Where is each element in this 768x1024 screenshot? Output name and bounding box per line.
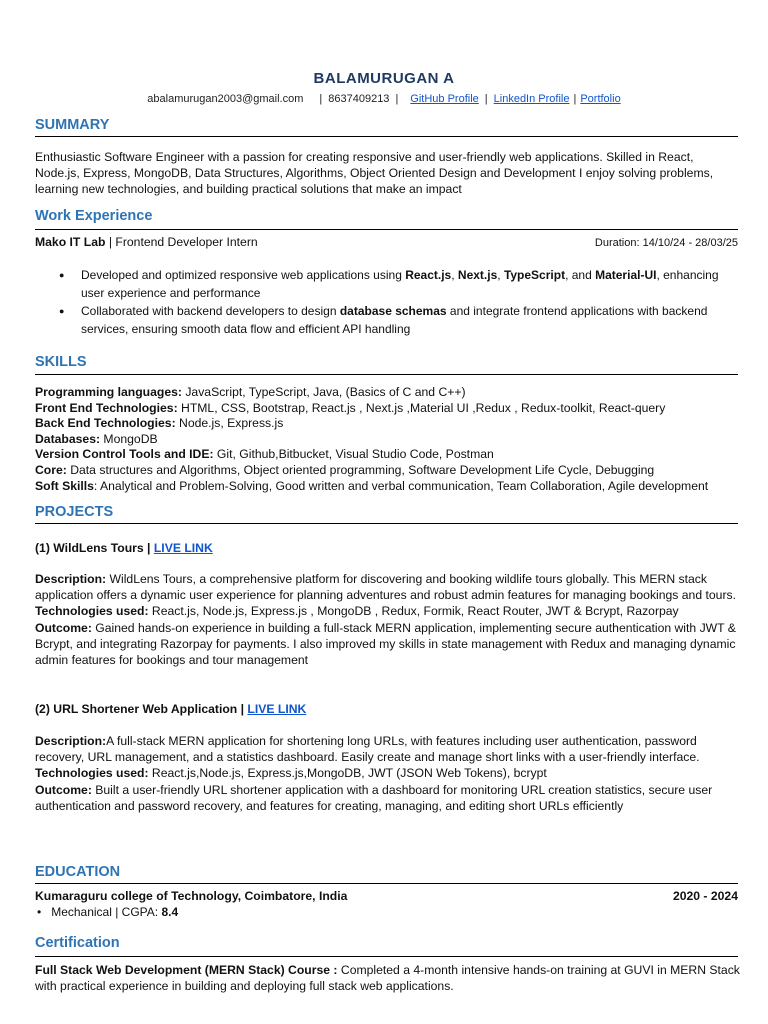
skill-label: Soft Skills bbox=[35, 478, 94, 493]
project-1-title bbox=[35, 541, 213, 555]
project-2-live-link[interactable]: LIVE LINK bbox=[247, 702, 307, 716]
project-2-title bbox=[35, 702, 306, 716]
summary-heading: SUMMARY bbox=[35, 117, 110, 133]
work-duration: Duration: 14/10/24 - 28/03/25 bbox=[594, 237, 738, 249]
project-detail-value: WildLens Tours, a comprehensive platform for discovering and booking wildlife tours globally. This MERN stack application offers a dynamic user experience for planning adventures and robust admin features for managing bookings and tours. bbox=[35, 572, 736, 603]
skill-value: : Analytical and Problem-Solving, Good written and verbal communication, Team Collaboration, Agile development bbox=[93, 478, 709, 493]
project-detail-line bbox=[35, 571, 740, 603]
certification-description: Completed a 4-month intensive hands-on training at GUVI in MERN Stack with practical experience in building and deploying full stack web applications. bbox=[35, 963, 740, 994]
project-detail-label: Description: bbox=[35, 572, 107, 586]
project-detail-value: Gained hands-on experience in building a full-stack MERN application, implementing secure authentication with JWT & Bcrypt, and integrating Razorpay for payments. I also improved my skills in state management with Redux and managing dynamic admin features for bookings and tour management bbox=[35, 620, 736, 668]
skill-value: Data structures and Algorithms, Object oriented programming, Software Development Life Cycle, Debugging bbox=[66, 462, 655, 477]
skill-value: HTML, CSS, Bootstrap, React.js , Next.js ,Material UI ,Redux , Redux-toolkit, React-query bbox=[177, 400, 666, 415]
skill-row bbox=[35, 479, 740, 495]
work-entry-header bbox=[35, 235, 738, 249]
project-detail-label: Technologies used: bbox=[35, 604, 149, 619]
school-name: Kumaraguru college of Technology, Coimbatore, India bbox=[35, 889, 348, 903]
project-detail-label: Outcome: bbox=[35, 620, 92, 635]
phone-text: 8637409213 bbox=[328, 93, 390, 105]
skill-label: Core: bbox=[35, 462, 67, 477]
education-heading: EDUCATION bbox=[35, 864, 121, 880]
skill-value: MongoDB bbox=[100, 431, 158, 446]
skills-list bbox=[35, 385, 740, 494]
certification-divider bbox=[35, 956, 738, 957]
bullet-text: , enhancing user experience and performance bbox=[81, 268, 719, 300]
skill-label: Front End Technologies: bbox=[35, 400, 178, 415]
projects-divider bbox=[35, 523, 738, 524]
certification-text bbox=[35, 962, 740, 994]
project-detail-line bbox=[35, 620, 740, 669]
certification-label: Full Stack Web Development (MERN Stack) Course : bbox=[35, 963, 338, 977]
project-detail-value: React.js,Node.js, Express.js,MongoDB, JWT (JSON Web Tokens), bcrypt bbox=[148, 766, 547, 781]
work-bullet-item bbox=[35, 303, 740, 338]
bullet-keyword: database schemas bbox=[339, 304, 447, 318]
project-1-heading: (1) WildLens Tours | bbox=[35, 541, 154, 555]
skill-row bbox=[35, 447, 740, 463]
portfolio-link[interactable]: Portfolio bbox=[580, 93, 621, 105]
skill-label: Databases: bbox=[35, 431, 101, 446]
skills-heading: SKILLS bbox=[35, 354, 87, 370]
project-1-live-link[interactable]: LIVE LINK bbox=[153, 541, 213, 555]
candidate-name: BALAMURUGAN A bbox=[313, 70, 455, 87]
bullet-keyword: React.js bbox=[405, 268, 452, 282]
bullet-dot: ● bbox=[59, 270, 65, 280]
bullet-text: , and bbox=[565, 268, 596, 282]
cgpa-value: 8.4 bbox=[161, 905, 179, 919]
project-detail-label: Description: bbox=[35, 734, 107, 748]
project-detail-line bbox=[35, 603, 740, 619]
education-years: 2020 - 2024 bbox=[672, 889, 738, 903]
project-2-heading: (2) URL Shortener Web Application | bbox=[35, 702, 248, 716]
project-detail-label: Outcome: bbox=[35, 782, 92, 797]
education-entry bbox=[35, 889, 738, 903]
work-bullet-item bbox=[35, 267, 740, 302]
skill-row bbox=[35, 463, 740, 479]
bullet-dot: ● bbox=[59, 306, 65, 316]
github-profile-link[interactable]: GitHub Profile bbox=[410, 93, 479, 105]
skill-value: Node.js, Express.js bbox=[175, 416, 284, 431]
skill-value: Git, Github,Bitbucket, Visual Studio Code, Postman bbox=[213, 447, 494, 462]
skill-row bbox=[35, 432, 740, 448]
project-1-details bbox=[35, 571, 740, 668]
projects-heading: PROJECTS bbox=[35, 504, 114, 520]
linkedin-profile-link[interactable]: LinkedIn Profile bbox=[493, 93, 570, 105]
project-detail-line bbox=[35, 782, 740, 814]
project-detail-label: Technologies used: bbox=[35, 766, 149, 781]
project-detail-line bbox=[35, 733, 740, 765]
education-detail bbox=[35, 905, 178, 919]
bullet-text: Developed and optimized responsive web applications using bbox=[81, 268, 406, 282]
bullet-dot: • bbox=[37, 905, 42, 919]
summary-text: Enthusiastic Software Engineer with a passion for creating responsive and user-friendly web applications. Skilled in React, Node.js, Express, MongoDB, Data Structures, Algorithms, Object Oriented Design and Development I enjoy solving problems, learning new technologies, and building practical solutions that make an impact bbox=[35, 150, 714, 197]
project-detail-line bbox=[35, 765, 740, 781]
project-detail-value: A full-stack MERN application for shortening long URLs, with features including user authentication, password recovery, URL management, and a statistics dashboard. Easily create and manage short links with a user-friendly interface. bbox=[35, 734, 700, 765]
skill-label: Back End Technologies: bbox=[35, 416, 176, 431]
bullet-text: and integrate frontend applications with backend services, ensuring smooth data flow and efficient API handling bbox=[81, 304, 708, 336]
job-role: Frontend Developer Intern bbox=[115, 235, 258, 249]
bullet-keyword: TypeScript bbox=[503, 268, 566, 282]
skill-row bbox=[35, 401, 740, 417]
work-experience-heading: Work Experience bbox=[35, 208, 153, 224]
contact-line: abalamurugan2003@gmail.com | 8637409213 | GitHub Profile | LinkedIn Profile | Portfolio bbox=[147, 93, 621, 105]
bullet-text: , bbox=[497, 268, 504, 282]
bullet-keyword: Material-UI bbox=[595, 268, 657, 282]
company-separator: | bbox=[105, 235, 116, 249]
degree-text: Mechanical | CGPA: bbox=[51, 905, 162, 919]
project-detail-value: React.js, Node.js, Express.js , MongoDB , Redux, Formik, React Router, JWT & Bcrypt, Razorpay bbox=[148, 604, 679, 619]
email-text: abalamurugan2003@gmail.com bbox=[147, 93, 304, 105]
company-name: Mako IT Lab bbox=[35, 235, 106, 249]
certification-heading: Certification bbox=[35, 935, 120, 951]
work-bullet-list bbox=[35, 267, 740, 338]
project-2-details bbox=[35, 733, 740, 814]
skill-label: Programming languages: bbox=[35, 385, 182, 399]
skill-value: JavaScript, TypeScript, Java, (Basics of C and C++) bbox=[181, 385, 466, 399]
project-detail-value: Built a user-friendly URL shortener application with a dashboard for monitoring URL creation statistics, secure user authentication and password recovery, and features for creating, managing, and editing short URLs efficiently bbox=[35, 782, 713, 813]
bullet-text: Collaborated with backend developers to design bbox=[81, 304, 340, 318]
summary-divider bbox=[35, 136, 738, 137]
skill-row bbox=[35, 416, 740, 432]
bullet-keyword: Next.js bbox=[457, 268, 498, 282]
education-divider bbox=[35, 883, 738, 884]
skills-divider bbox=[35, 374, 738, 375]
skill-row bbox=[35, 385, 740, 401]
work-experience-divider bbox=[35, 229, 738, 230]
skill-label: Version Control Tools and IDE: bbox=[35, 447, 214, 462]
bullet-text: , bbox=[451, 268, 458, 282]
